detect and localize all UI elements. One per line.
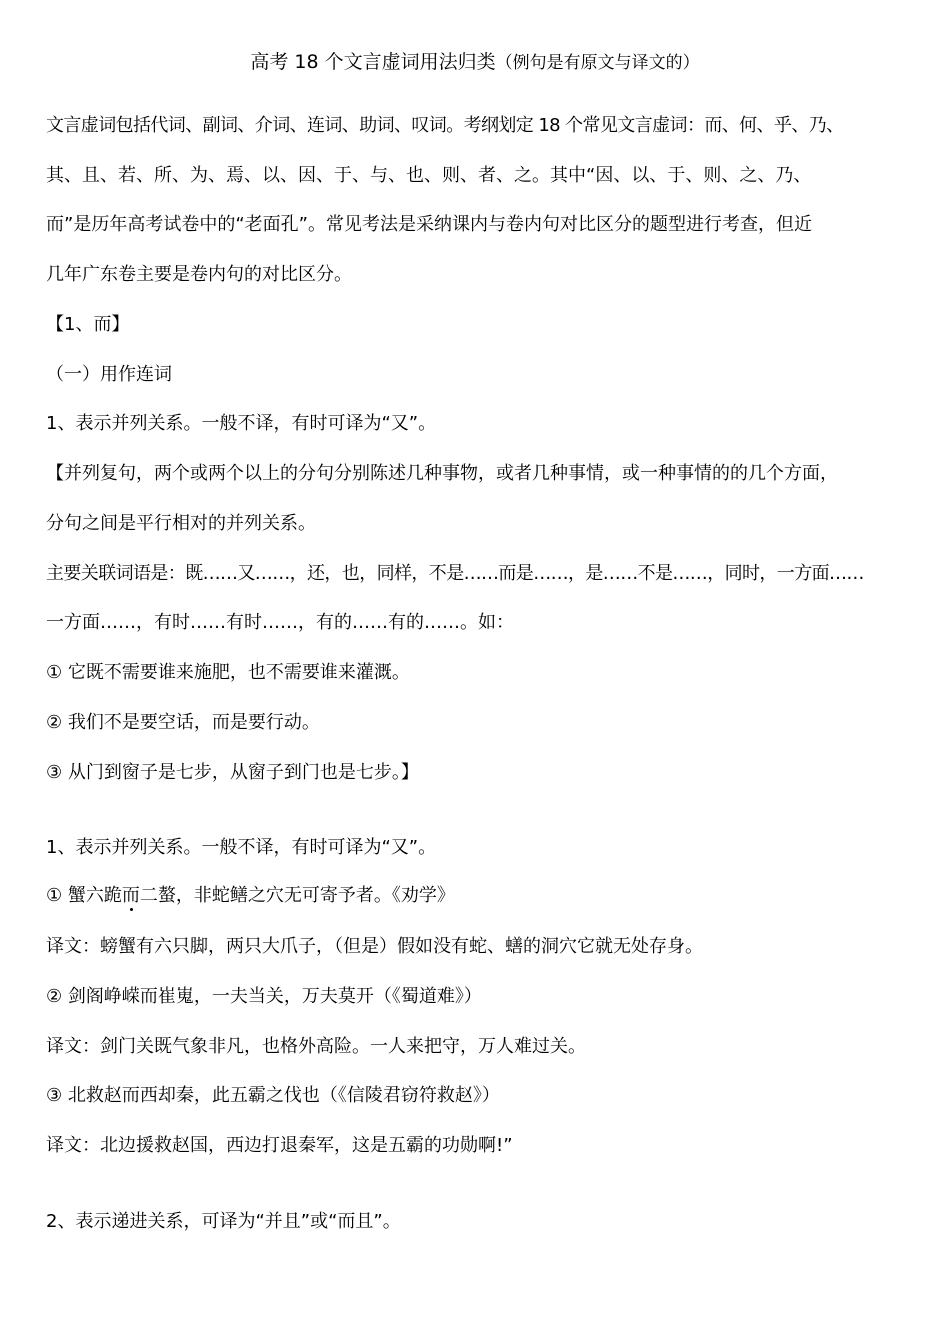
title-subtitle: （例句是有原文与译文的）: [495, 53, 700, 73]
note-example-2: ② 我们不是要空话，而是要行动。: [46, 712, 320, 733]
emphasis-dot: [130, 908, 133, 911]
title-main: 高考 18 个文言虚词用法归类: [250, 51, 496, 73]
subsection-heading: （一）用作连词: [46, 364, 172, 385]
translation-3: 译文：北边援救赵国，西边打退秦军，这是五霸的功勋啊!”: [46, 1135, 513, 1156]
translation-2: 译文：剑门关既气象非凡，也格外高险。一人来把守，万人难过关。: [46, 1036, 586, 1057]
intro-line-4: 几年广东卷主要是卷内句的对比区分。: [46, 264, 352, 285]
intro-line-2: 其、且、若、所、为、焉、以、因、于、与、也、则、者、之。其中“因、以、于、则、之、乃、: [46, 165, 812, 186]
usage-heading: 1、表示并列关系。一般不译，有时可译为“又”。: [46, 413, 437, 434]
note-example-3: ③ 从门到窗子是七步，从窗子到门也是七步。】: [46, 762, 419, 783]
example-1: ① 蟹六跪而二螯，非蛇鳝之穴无可寄予者。《劝学》: [46, 885, 455, 906]
translation-1: 译文：螃蟹有六只脚，两只大爪子，（但是）假如没有蛇、蟮的洞穴它就无处存身。: [46, 936, 703, 957]
note-line-4: 一方面……，有时……有时……，有的……有的……。如：: [46, 612, 514, 633]
intro-line-1: 文言虚词包括代词、副词、介词、连词、助词、叹词。考纲划定 18 个常见文言虚词：而、何、乎、乃、: [46, 115, 844, 136]
note-example-1: ① 它既不需要谁来施肥，也不需要谁来灌溉。: [46, 662, 410, 683]
example-3: ③ 北救赵而西却秦，此五霸之伐也（《信陵君窃符救赵》）: [46, 1085, 500, 1106]
section-heading: 【1、而】: [46, 314, 130, 335]
intro-line-3: 而”是历年高考试卷中的“老面孔”。常见考法是采纳课内与卷内句对比区分的题型进行考查，但近: [46, 214, 812, 235]
usage-heading-2: 2、表示递进关系，可译为“并且”或“而且”。: [46, 1211, 401, 1232]
usage-heading-repeat: 1、表示并列关系。一般不译，有时可译为“又”。: [46, 837, 437, 858]
page-title: [0, 48, 950, 77]
example-2: ② 剑阁峥嵘而崔嵬，一夫当关，万夫莫开（《蜀道难》）: [46, 986, 482, 1007]
note-line-1: 【并列复句，两个或两个以上的分句分别陈述几种事物，或者几种事情，或一种事情的的几个方面，: [46, 463, 838, 484]
note-line-2: 分句之间是平行相对的并列关系。: [46, 513, 316, 534]
note-line-3: 主要关联词语是：既……又……，还，也，同样，不是……而是……，是……不是……，同时，一方面……: [46, 563, 864, 584]
